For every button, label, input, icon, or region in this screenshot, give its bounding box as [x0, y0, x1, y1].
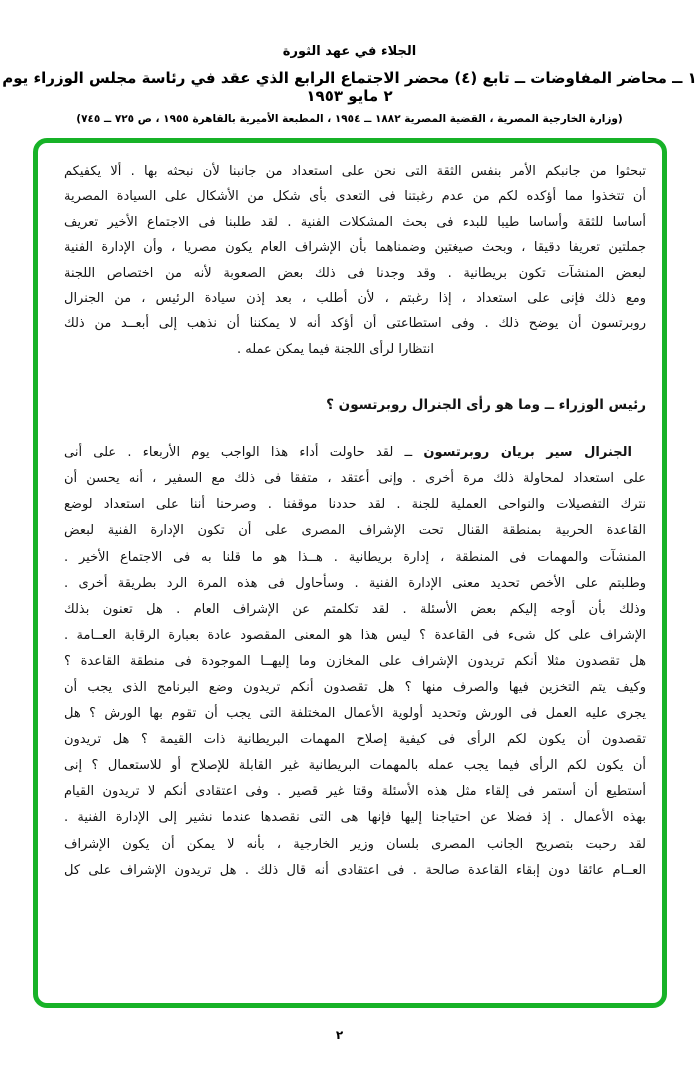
document-heading: ١ ــ محاضر المفاوضات ــ تابع (٤) محضر الاجتماع الرابع الذي عقد في رئاسة مجلس الوزراء يوم ٢ مايو ١٩٥٣ — [2, 69, 697, 105]
text-line: وطلبتم على الأخص تحديد معنى الإدارة الفنية . وسأحاول فى هذه المرة الرد بطريقة أخرى . — [64, 575, 646, 591]
text-line: الإشراف على كل شىء فى القاعدة ؟ ليس هذا هو المعنى المقصود عادة بعبارة الرقابة العــامة . — [64, 627, 646, 643]
source-citation: (وزارة الخارجية المصرية ، القضية المصرية ١٨٨٢ ــ ١٩٥٤ ، المطبعة الأميرية بالقاهرة ١٩٥٥ ، ص ٧٢٥ ــ ٧٤٥) — [76, 113, 623, 125]
speaker-name-general-robertson: الجنرال سير بريان روبرتسون — [423, 445, 632, 461]
page-header — [0, 44, 699, 125]
paragraph-1 — [64, 159, 646, 362]
text-line: جملتين تعريفا دقيقا ، وبحث صيغتين وضمناهما بأن الإشراف العام يكون مصريا ، وأن الإدارة الفنية — [64, 240, 646, 256]
book-title: الجلاء في عهد الثورة — [282, 44, 417, 59]
text-line: وذلك بأن أوجه إليكم بعض الأسئلة . لقد تكلمتم عن الإشراف العام . هل تعنون بذلك — [64, 601, 646, 617]
text-line: وكيف يتم التخزين فيها والصرف منها ؟ هل تقصدون أنكم تريدون وضع البرنامج الذى يجب أن — [64, 679, 646, 695]
text-line: تبحثوا من جانبكم الأمر بنفس الثقة التى نحن على استعداد من جانبنا لأن نبحثه بها . ألا يكفيكم — [64, 164, 646, 179]
text-line: انتظارا لرأى اللجنة فيما يمكن عمله . — [236, 341, 434, 357]
text-line: روبرتسون أن يوضح ذلك . وفى استطاعتى أن أؤكد أنه لا يمكننا أن نذهب إلى أبعــد من ذلك — [64, 316, 646, 332]
text-line: أستطيع أن أستمر فى إلقاء مثل هذه الأسئلة وقتا غير قصير . وفى اعتقادى أنكم لا تريدون القيام — [64, 784, 646, 800]
text-line — [64, 440, 646, 466]
text-line: ومع ذلك فإنى على استعداد ، إذا رغبتم ، لأن أطلب ، بعد إذن سيادة الرئيس ، من الجنرال — [64, 290, 646, 306]
scanned-text-block — [64, 159, 646, 884]
text-line: هل تقصدون مثلا أنكم تريدون الإشراف على المخازن وما إليهــا الموجودة فى منطقة القاعدة ؟ — [64, 653, 646, 669]
text-line: أن تتخذوا مما أؤكده لكم من عدم رغبتنا فى التعدى بأى شكل من الأشكال على السيادة المصرية — [64, 189, 646, 205]
page-number: ٢ — [335, 1028, 344, 1042]
text-line: أن يكون لكم الرأى فيما يجب عمله بالمهمات البريطانية غير القابلة للإصلاح أو للاستعمال ؟ إنى — [64, 758, 646, 774]
text-line-rest: ــ لقد حاولت أداء هذا الواجب يوم الأربعاء . على أنى — [64, 445, 413, 461]
speaker-heading-prime-minister: رئيس الوزراء ــ وما هو رأى الجنرال روبرتسون ؟ — [326, 397, 646, 414]
text-line: بهذه الأعمال . إذ فضلا عن احتياجنا إليها فإنها هى التى نقصدها عندما نشير إلى الإدارة الفنية . — [64, 810, 646, 826]
text-line: لبعض المنشآت تكون بريطانية . وقد وجدنا فى ذلك بعض الصعوبة لأنه من اختصاص اللجنة — [64, 265, 646, 281]
text-line: يجرى عليه العمل فى الورش وتحديد أولوية الأعمال المختلفة التى يجب أن تقوم بها الورش ؟ هل — [64, 706, 646, 722]
text-line: على استعداد لمحاولة ذلك مرة أخرى . وإنى أعتقد ، متفقا فى ذلك مع السفير ، أنه يحسن أن — [64, 471, 646, 487]
text-line: لقد رحبت بتصريح الجانب المصرى بلسان وزير الخارجية ، بأنه لا يمكن أن يكون الإشراف — [64, 836, 646, 852]
text-line: أساسا للثقة وأساسا طيبا للبدء فى بحث المشكلات الفنية . لقد طلبنا فى الاجتماع الأخير تعريف — [64, 214, 646, 230]
text-line: المنشآت والمهمات فى المنطقة ، إدارة بريطانية . هــذا هو ما قلنا به فى الاجتماع الأخير . — [64, 549, 646, 565]
paragraph-2 — [64, 440, 646, 884]
text-line: تقصدون أن يكون لكم الرأى فى كيفية إصلاح المهمات البريطانية ذات القيمة ؟ هل تريدون — [64, 732, 646, 748]
text-line: العــام عائقا دون إبقاء القاعدة صالحة . فى اعتقادى أنه قال ذلك . هل تريدون الإشراف على كل — [64, 862, 646, 878]
text-line: نترك التفصيلات والنواحى العملية للجنة . لقد حددنا موقفنا . وصرحنا أننا على استعداد لوضع — [64, 497, 646, 513]
text-line: القاعدة الحربية بمنطقة القنال تحت الإشراف المصرى على أن تكون الإدارة الفنية لبعض — [64, 523, 646, 539]
